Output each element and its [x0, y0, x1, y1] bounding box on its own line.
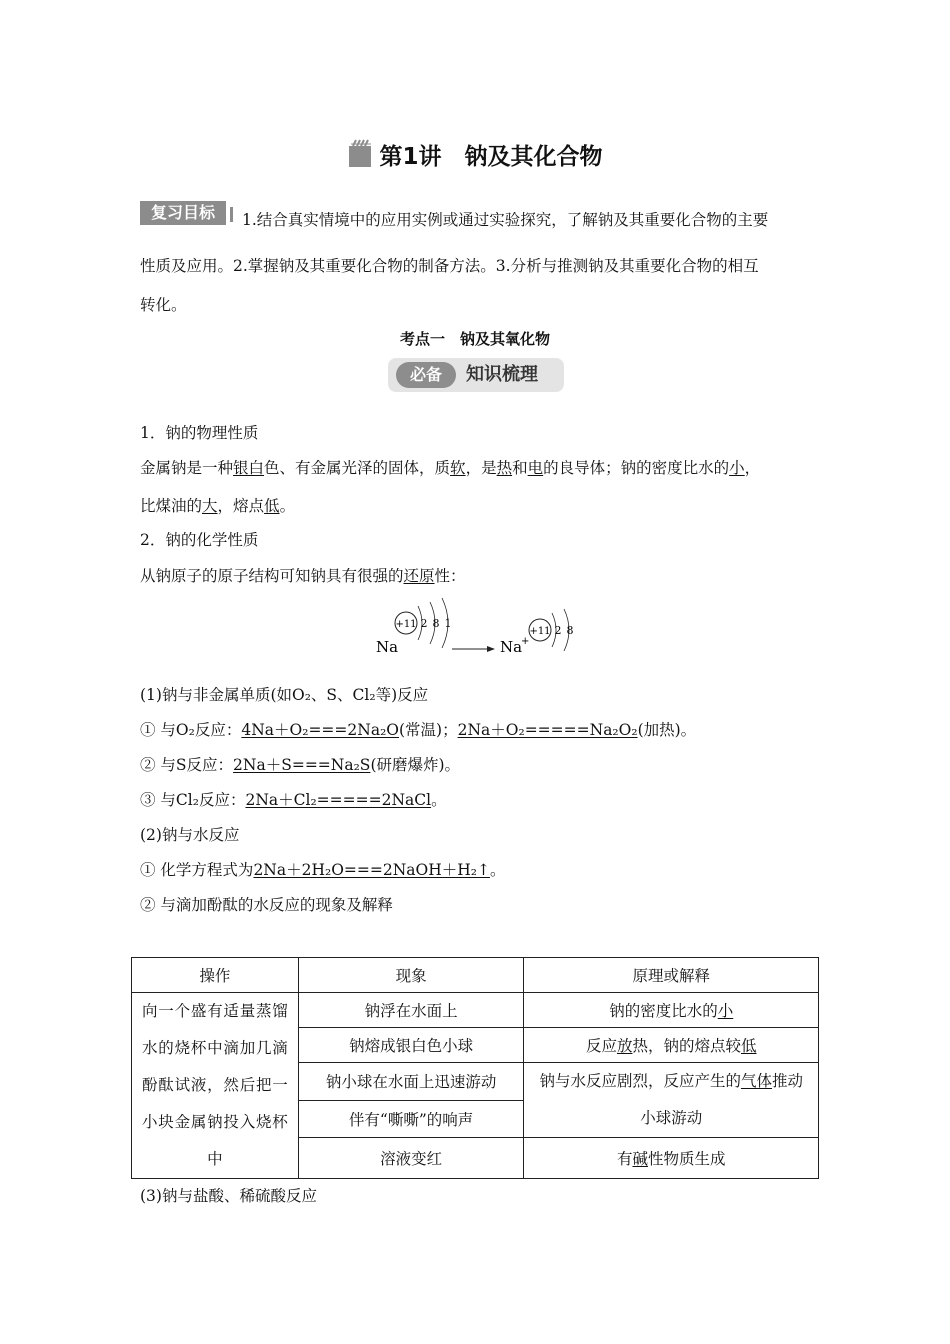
equation: 4Na＋O₂===2Na₂O — [241, 721, 399, 739]
phenomenon-cell: 溶液变红 — [298, 1138, 524, 1179]
reaction-cl2: ③ 与Cl₂反应：2Na＋Cl₂=====2NaCl。 — [140, 791, 447, 809]
table-row — [132, 993, 819, 1028]
answer-blank: 银白 — [233, 459, 265, 477]
knowledge-banner — [388, 358, 564, 392]
arrow-icon — [487, 646, 495, 652]
nucleus-right: +11 — [529, 626, 551, 637]
shell-left-2: 8 — [432, 617, 440, 630]
shell-right-2: 8 — [566, 624, 574, 637]
na-left: Na — [376, 638, 399, 656]
phenomenon-cell: 钠小球在水面上迅速游动 — [298, 1063, 524, 1101]
phenomenon-cell: 伴有“嘶嘶”的响声 — [298, 1100, 524, 1138]
table-header-row — [132, 958, 819, 993]
book-icon — [347, 138, 375, 168]
answer-blank: 软 — [450, 459, 466, 477]
operation-cell: 向一个盛有适量蒸馏水的烧杯中滴加几滴酚酞试液，然后把一小块金属钠投入烧杯中 — [132, 993, 299, 1179]
shell-left-1: 2 — [420, 617, 428, 630]
page-title — [0, 138, 950, 171]
equation: 2Na＋2H₂O===2NaOH＋H₂↑ — [253, 861, 490, 879]
equation: 2Na＋O₂=====Na₂O₂ — [457, 721, 638, 739]
answer-blank: 大 — [202, 497, 218, 515]
header-operation: 操作 — [132, 958, 299, 993]
shell-left-3: 1 — [444, 617, 452, 630]
phenomena-table — [131, 957, 819, 1179]
reaction-o2: ① 与O₂反应：4Na＋O₂===2Na₂O(常温)；2Na＋O₂=====Na₂O₂(加热)。 — [140, 721, 697, 739]
goals-line-3: 转化。 — [140, 296, 187, 314]
explanation-cell: 反应放热，钠的熔点较低 — [524, 1028, 819, 1063]
phenomenon-cell: 钠浮在水面上 — [298, 993, 524, 1028]
explanation-cell: 有碱性物质生成 — [524, 1138, 819, 1179]
physical-heading: 1．钠的物理性质 — [140, 424, 259, 442]
water-equation: ① 化学方程式为2Na＋2H₂O===2NaOH＋H₂↑。 — [140, 861, 506, 879]
goals-line-1: 1.结合真实情境中的应用实例或通过实验探究，了解钠及其重要化合物的主要 — [242, 211, 769, 229]
explanation-cell: 钠与水反应剧烈，反应产生的气体推动小球游动 — [524, 1063, 819, 1138]
explanation-cell: 钠的密度比水的小 — [524, 993, 819, 1028]
equation: 2Na＋S===Na₂S — [233, 756, 371, 774]
phenomenon-cell: 钠熔成银白色小球 — [298, 1028, 524, 1063]
chemical-intro: 从钠原子的原子结构可知钠具有很强的还原性： — [140, 567, 466, 585]
equation: 2Na＋Cl₂=====2NaCl — [245, 791, 432, 809]
nucleus-left: +11 — [395, 619, 417, 630]
goals-line-2: 性质及应用。2.掌握钠及其重要化合物的制备方法。3.分析与推测钠及其重要化合物的相互 — [140, 257, 759, 275]
answer-blank: 小 — [729, 459, 745, 477]
header-explanation: 原理或解释 — [524, 958, 819, 993]
chemical-heading: 2．钠的化学性质 — [140, 531, 259, 549]
physical-line-1: 金属钠是一种银白色、有金属光泽的固体，质软，是热和电的良导体；钠的密度比水的小， — [140, 459, 761, 477]
review-goals-badge: 复习目标 — [140, 201, 226, 225]
physical-line-2: 比煤油的大，熔点低。 — [140, 497, 296, 515]
answer-blank: 还原 — [403, 567, 435, 585]
phenomena-heading: ② 与滴加酚酞的水反应的现象及解释 — [140, 896, 393, 914]
na-right: Na — [500, 638, 523, 656]
banner-left: 必备 — [396, 362, 456, 388]
answer-blank: 低 — [264, 497, 280, 515]
reaction-s: ② 与S反应：2Na＋S===Na₂S(研磨爆炸)。 — [140, 756, 461, 774]
section-title: 考点一 钠及其氧化物 — [399, 330, 550, 348]
atomic-structure-diagram — [370, 594, 590, 664]
header-phenomenon: 现象 — [298, 958, 524, 993]
title-text: 第1讲 钠及其化合物 — [379, 144, 603, 170]
acid-heading: (3)钠与盐酸、稀硫酸反应 — [140, 1187, 317, 1205]
na-right-charge: + — [521, 636, 530, 647]
banner-right: 知识梳理 — [466, 364, 538, 385]
nonmetal-heading: (1)钠与非金属单质(如O₂、S、Cl₂等)反应 — [140, 686, 429, 704]
answer-blank: 电 — [527, 459, 544, 477]
water-heading: (2)钠与水反应 — [140, 826, 240, 844]
answer-blank: 热 — [496, 459, 513, 477]
shell-right-1: 2 — [554, 624, 562, 637]
